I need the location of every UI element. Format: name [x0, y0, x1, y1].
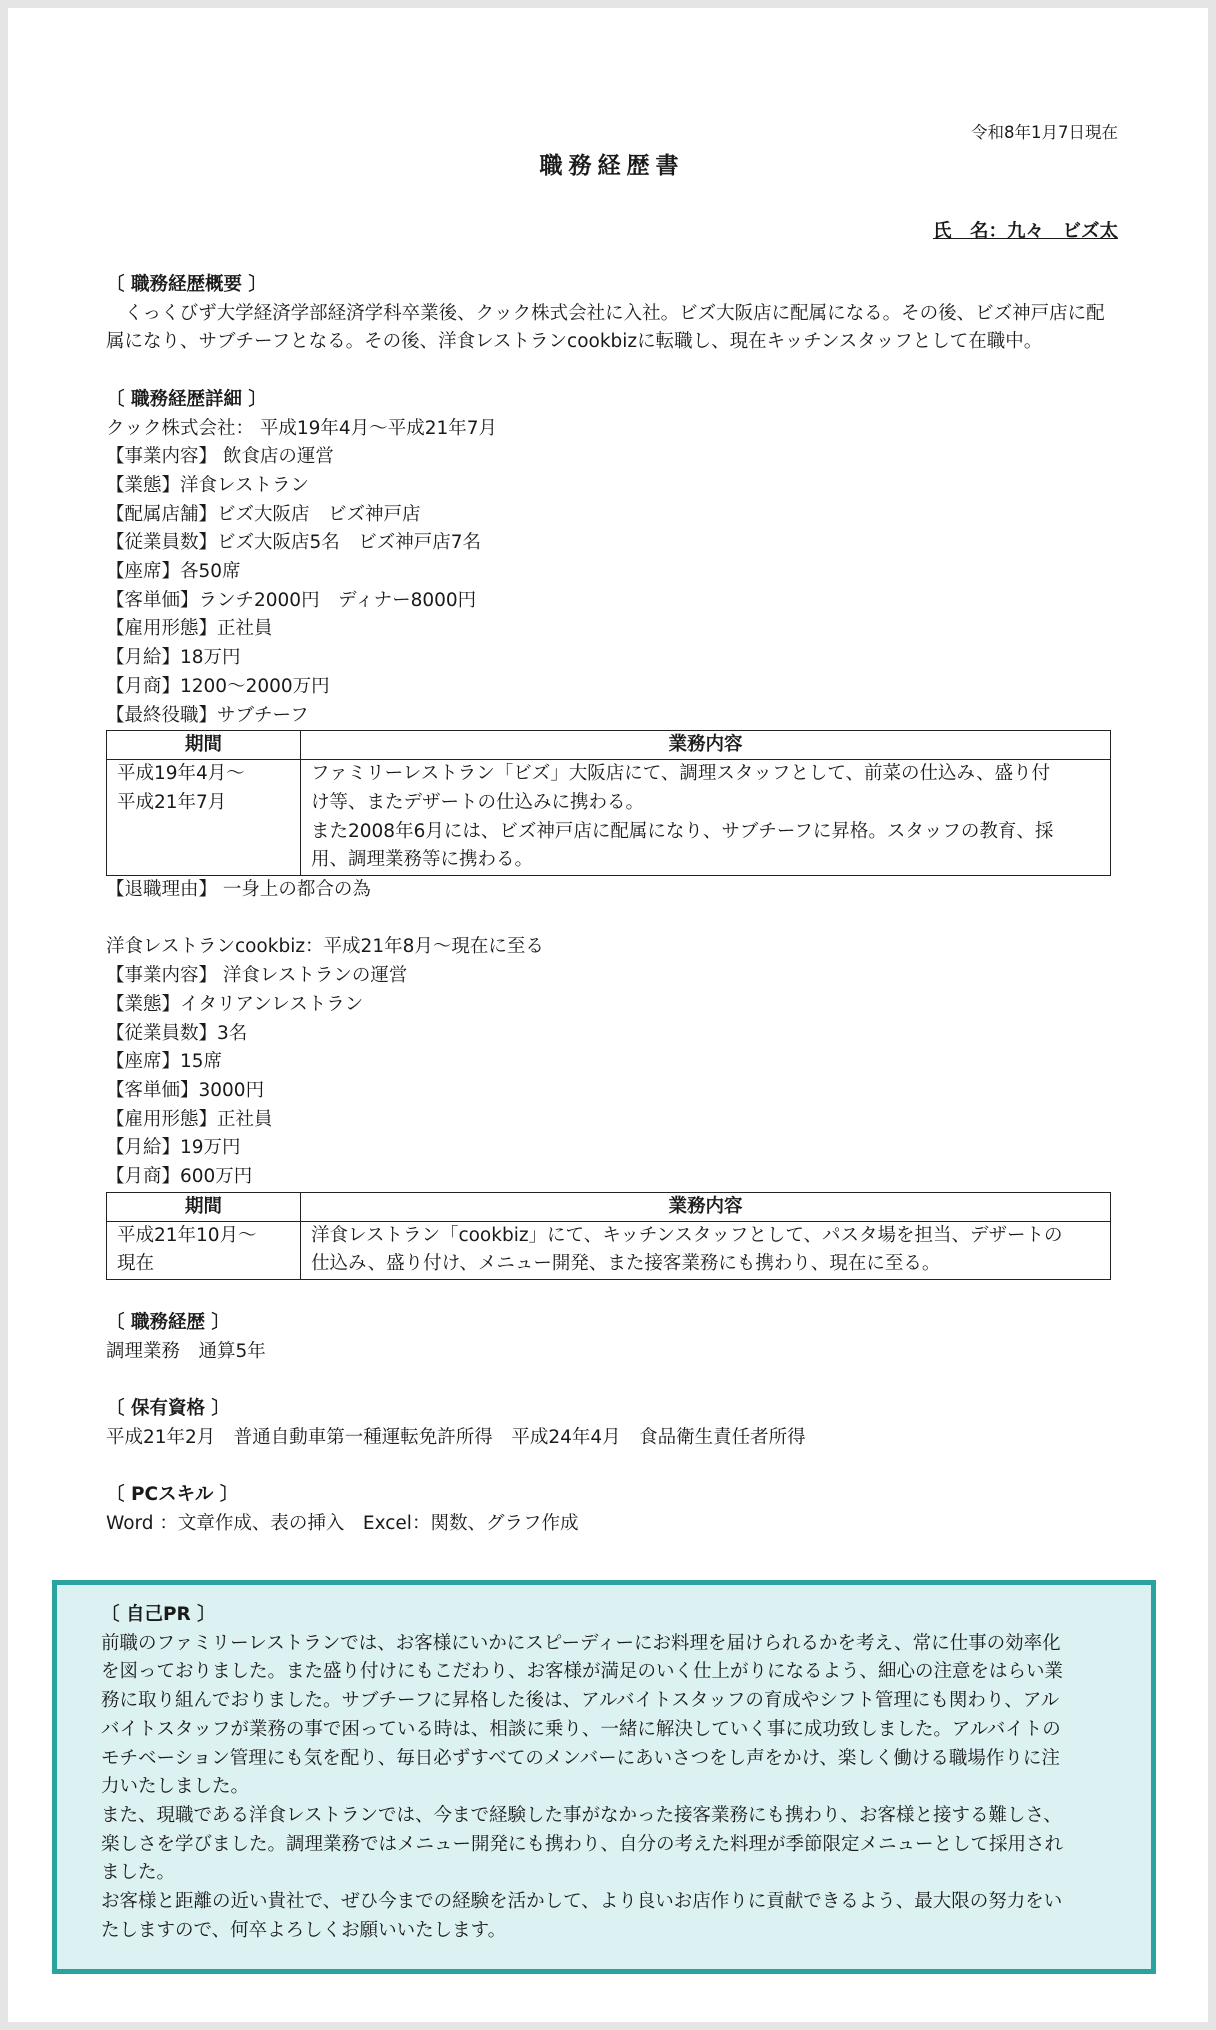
- info-line: 【月商】600万円: [106, 1166, 253, 1188]
- document-page: [8, 8, 1208, 2022]
- pc-skills-heading: 〔 PCスキル 〕: [106, 1484, 239, 1506]
- pc-skills-text: Word ：文章作成、表の挿入 Excel：関数、グラフ作成: [106, 1512, 579, 1534]
- info-line: 【雇用形態】正社員: [106, 1108, 273, 1130]
- period-line: 現在: [117, 1253, 155, 1275]
- info-line: 【座席】15席: [106, 1051, 223, 1073]
- content-line: け等、またデザートの仕込みに携わる。: [311, 791, 645, 813]
- content-line: 洋食レストラン「cookbiz」にて、キッチンスタッフとして、パスタ場を担当、デザートの: [311, 1224, 1063, 1246]
- content-line: 仕込み、盛り付け、メニュー開発、また接客業務にも携わり、現在に至る。: [311, 1253, 941, 1275]
- table-header-period: 期間: [107, 1192, 301, 1221]
- table-header-period: 期間: [107, 731, 301, 760]
- table-row: [107, 760, 1111, 876]
- pr-line: モチベーション管理にも気を配り、毎日必ずすべてのメンバーにあいさつをし声をかけ、楽しく働ける職場作りに注: [101, 1747, 1060, 1769]
- info-line: 【月給】19万円: [106, 1137, 241, 1159]
- pr-line: 楽しさを学びました。調理業務ではメニュー開発にも携わり、自分の考えた料理が季節限定メニューとして採用され: [101, 1833, 1064, 1855]
- pr-line: を図っておりました。また盛り付けにもこだわり、お客様が満足のいく仕上がりになるよう、細心の注意をはらい業: [101, 1661, 1064, 1683]
- experience-heading: 〔 職務経歴 〕: [106, 1311, 230, 1333]
- info-line: クック株式会社： 平成19年4月～平成21年7月: [106, 417, 498, 439]
- period-cell: [107, 760, 301, 876]
- company2-duty-table: [106, 1192, 1111, 1280]
- table-row: [107, 1221, 1111, 1279]
- self-pr-heading: 〔 自己PR 〕: [101, 1604, 216, 1625]
- table-header-content: 業務内容: [301, 731, 1111, 760]
- company1-duty-table: [106, 730, 1111, 876]
- pr-line: 務に取り組んでおりました。サブチーフに昇格した後は、アルバイトスタッフの育成やシフト管理にも関わり、アル: [101, 1690, 1060, 1712]
- company1-info: [106, 415, 1118, 731]
- pr-line: また、現職である洋食レストランでは、今まで経験した事がなかった接客業務にも携わり、お客様と接する難しさ、: [101, 1804, 1062, 1826]
- content-cell: [301, 1221, 1111, 1279]
- info-line: 【業態】洋食レストラン: [106, 474, 309, 496]
- content-line: また2008年6月には、ビズ神戸店に配属になり、サブチーフに昇格。スタッフの教育、採: [311, 820, 1054, 842]
- period-cell: [107, 1221, 301, 1279]
- pr-line: 前職のファミリーレストランでは、お客様にいかにスピーディーにお料理を届けられるかを考え、常に仕事の効率化: [101, 1632, 1061, 1654]
- qualifications-heading: 〔 保有資格 〕: [106, 1397, 230, 1419]
- company2-info: [106, 933, 1118, 1191]
- self-pr-content: [101, 1601, 1113, 1945]
- details-heading: 〔 職務経歴詳細 〕: [106, 388, 267, 410]
- pr-line: たしますので、何卒よろしくお願いいたします。: [101, 1919, 507, 1941]
- period-line: 平成21年7月: [117, 791, 227, 813]
- qualifications-text: 平成21年2月 普通自動車第一種運転免許所得 平成24年4月 食品衛生責任者所得: [106, 1426, 806, 1448]
- info-line: 【事業内容】 洋食レストランの運営: [106, 965, 408, 987]
- self-pr-box: [52, 1580, 1156, 1974]
- period-line: 平成19年4月～: [117, 763, 245, 785]
- pr-line: バイトスタッフが業務の事で困っている時は、相談に乗り、一緒に解決していく事に成功致しました。アルバイトの: [101, 1718, 1061, 1740]
- info-line: 【座席】各50席: [106, 561, 241, 583]
- info-line: 【配属店舗】ビズ大阪店 ビズ神戸店: [106, 503, 421, 525]
- content-cell: [301, 760, 1111, 876]
- info-line: 【客単価】ランチ2000円 ディナー8000円: [106, 589, 477, 611]
- info-line: 洋食レストランcookbiz：平成21年8月～現在に至る: [106, 936, 544, 958]
- info-line: 【業態】イタリアンレストラン: [106, 993, 364, 1015]
- document-title: 職務経歴書: [539, 153, 685, 179]
- info-line: 【月商】1200～2000万円: [106, 675, 330, 697]
- summary-text: くっくびず大学経済学部経済学科卒業後、クック株式会社に入社。ビズ大阪店に配属になる。その後、ビズ神戸店に配属になり、サブチーフとなる。その後、洋食レストランcookbizに転職し、現在キッチンスタッフとして在職中。: [106, 302, 1105, 353]
- applicant-name: 氏 名：九々 ビズ太: [932, 221, 1118, 242]
- pr-line: ました。: [101, 1862, 176, 1884]
- pr-line: お客様と距離の近い貴社で、ぜひ今までの経験を活かして、より良いお店作りに貢献できるよう、最大限の努力をい: [101, 1891, 1063, 1913]
- document-body: [106, 271, 1118, 1538]
- info-line: 【従業員数】3名: [106, 1022, 248, 1044]
- info-line: 【最終役職】サブチーフ: [106, 704, 309, 726]
- experience-text: 調理業務 通算5年: [106, 1340, 266, 1362]
- info-line: 【雇用形態】正社員: [106, 618, 273, 640]
- content-line: 用、調理業務等に携わる。: [311, 849, 534, 871]
- info-line: 【客単価】3000円: [106, 1079, 265, 1101]
- info-line: 【事業内容】 飲食店の運営: [106, 446, 334, 468]
- pr-line: 力いたしました。: [101, 1776, 250, 1798]
- info-line: 【従業員数】ビズ大阪店5名 ビズ神戸店7名: [106, 532, 482, 554]
- table-header-content: 業務内容: [301, 1192, 1111, 1221]
- content-line: ファミリーレストラン「ビズ」大阪店にて、調理スタッフとして、前菜の仕込み、盛り付: [311, 763, 1051, 785]
- resignation-reason: 【退職理由】 一身上の都合の為: [106, 879, 371, 901]
- info-line: 【月給】18万円: [106, 647, 241, 669]
- summary-heading: 〔 職務経歴概要 〕: [106, 274, 267, 295]
- document-date: 令和8年1月7日現在: [971, 123, 1118, 142]
- period-line: 平成21年10月～: [117, 1224, 257, 1246]
